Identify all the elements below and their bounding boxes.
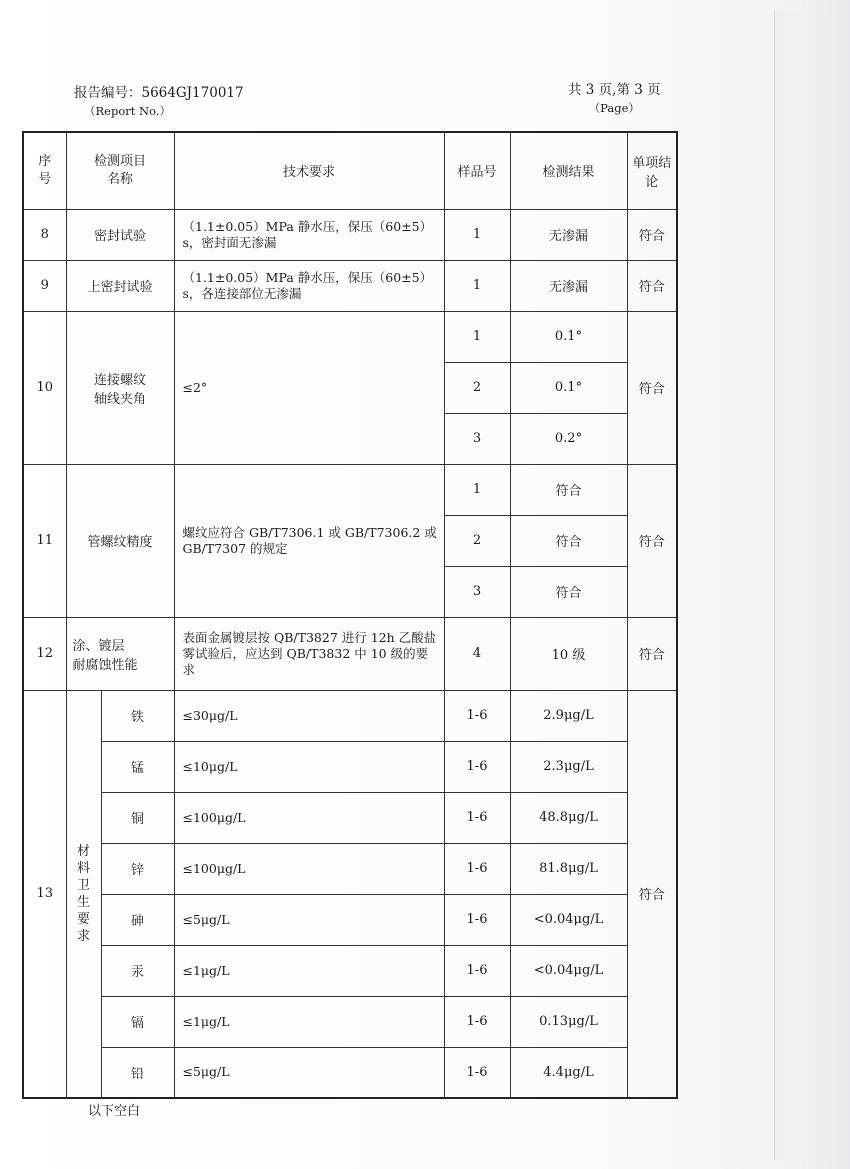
row-item-line: 连接螺纹: [93, 372, 146, 388]
report-number-block: [74, 81, 244, 119]
table-row: [23, 690, 677, 741]
row-result: 无渗漏: [510, 260, 627, 311]
row-conclusion: 符合: [627, 260, 677, 311]
row-requirement: 表面金属镀层按 QB/T3827 进行 12h 乙酸盐雾试验后，应达到 QB/T3832 中 10 级的要求: [174, 617, 444, 690]
row-sample: 1: [444, 311, 510, 362]
row-result: 10 级: [510, 617, 627, 690]
row-conclusion: 符合: [627, 311, 677, 464]
row-sample: 4: [444, 617, 510, 690]
row-requirement: ≤10μg/L: [174, 741, 444, 792]
row-requirement: ≤1μg/L: [174, 996, 444, 1047]
row-result: 0.1°: [510, 362, 627, 413]
page-number-block: [568, 78, 661, 116]
table-row: [23, 617, 677, 690]
row-requirement: ≤5μg/L: [174, 894, 444, 945]
row-item: 密封试验: [66, 209, 174, 260]
header-item-text: 检测项目名称: [93, 153, 146, 187]
table-row: [23, 843, 677, 894]
row-item: 管螺纹精度: [66, 464, 174, 617]
element-name: 锌: [101, 843, 174, 894]
row-result: 48.8μg/L: [510, 792, 627, 843]
row-sample: 1-6: [444, 843, 510, 894]
element-name: 砷: [101, 894, 174, 945]
report-number-en: （Report No.）: [84, 104, 171, 118]
test-results-table: [22, 131, 678, 1099]
row-requirement: ≤100μg/L: [174, 792, 444, 843]
row-seq: 12: [23, 617, 66, 690]
row-item-line: 涂、镀层: [72, 638, 125, 654]
row-requirement: ≤30μg/L: [174, 690, 444, 741]
row-result: 0.1°: [510, 311, 627, 362]
header-requirement: 技术要求: [174, 132, 444, 209]
table-row: [23, 209, 677, 260]
table-header-row: [23, 132, 677, 209]
row-result: 符合: [510, 515, 627, 566]
row-result: 2.9μg/L: [510, 690, 627, 741]
row-requirement: 螺纹应符合 GB/T7306.1 或 GB/T7306.2 或 GB/T7307 的规定: [174, 464, 444, 617]
group-char: 求: [76, 928, 90, 944]
header-conclusion: [627, 132, 677, 209]
row-result: 0.13μg/L: [510, 996, 627, 1047]
row-result: 4.4μg/L: [510, 1047, 627, 1098]
row-result: 81.8μg/L: [510, 843, 627, 894]
row-result: 0.2°: [510, 413, 627, 464]
row-seq: 10: [23, 311, 66, 464]
row-result: 符合: [510, 566, 627, 617]
table-row: [23, 945, 677, 996]
end-of-report-note: 以下空白: [88, 1104, 141, 1119]
row-sample: 1-6: [444, 792, 510, 843]
element-name: 汞: [101, 945, 174, 996]
row-sample: 3: [444, 413, 510, 464]
group-char: 生: [76, 894, 90, 910]
page-number: 共 3 页,第 3 页: [568, 82, 661, 98]
row-requirement: ≤2°: [174, 311, 444, 464]
row-item-line: 耐腐蚀性能: [72, 657, 138, 673]
row-sample: 1-6: [444, 894, 510, 945]
row-conclusion: 符合: [627, 690, 677, 1098]
row-seq: 9: [23, 260, 66, 311]
table-row: [23, 464, 677, 515]
row-sample: 1: [444, 260, 510, 311]
table-row: [23, 1047, 677, 1098]
group-char: 要: [76, 911, 90, 927]
row-sample: 1-6: [444, 996, 510, 1047]
row-requirement: ≤5μg/L: [174, 1047, 444, 1098]
element-name: 镉: [101, 996, 174, 1047]
element-name: 锰: [101, 741, 174, 792]
table-row: [23, 311, 677, 362]
row-item: [66, 311, 174, 464]
row-sample: 2: [444, 515, 510, 566]
row-sample: 1-6: [444, 690, 510, 741]
row-sample: 1-6: [444, 1047, 510, 1098]
element-name: 铜: [101, 792, 174, 843]
row-result: <0.04μg/L: [510, 894, 627, 945]
header-conclusion-text: 单项结论: [632, 155, 672, 190]
row-sample: 2: [444, 362, 510, 413]
table-row: [23, 260, 677, 311]
row-requirement: ≤1μg/L: [174, 945, 444, 996]
table-row: [23, 792, 677, 843]
row-sample: 1-6: [444, 741, 510, 792]
row-seq: 13: [23, 690, 66, 1098]
row-requirement: （1.1±0.05）MPa 静水压，保压（60±5）s，各连接部位无渗漏: [174, 260, 444, 311]
table-row: [23, 894, 677, 945]
row-item: [66, 617, 174, 690]
row-conclusion: 符合: [627, 209, 677, 260]
element-name: 铅: [101, 1047, 174, 1098]
table-row: [23, 741, 677, 792]
group-char: 卫: [76, 877, 90, 893]
row-conclusion: 符合: [627, 617, 677, 690]
header-seq-text: 序号: [38, 153, 52, 187]
table-row: [23, 996, 677, 1047]
row-sample: 1-6: [444, 945, 510, 996]
row-group-label: [66, 690, 101, 1098]
row-sample: 1: [444, 464, 510, 515]
row-item: 上密封试验: [66, 260, 174, 311]
row-seq: 11: [23, 464, 66, 617]
group-char: 材: [76, 843, 90, 859]
row-result: 符合: [510, 464, 627, 515]
header-seq: [23, 132, 66, 209]
row-sample: 1: [444, 209, 510, 260]
group-char: 料: [76, 860, 90, 876]
page-number-en: （Page）: [588, 101, 640, 115]
row-result: <0.04μg/L: [510, 945, 627, 996]
header-sample: 样品号: [444, 132, 510, 209]
row-requirement: （1.1±0.05）MPa 静水压，保压（60±5）s，密封面无渗漏: [174, 209, 444, 260]
scan-paper-edge: [774, 10, 835, 1160]
element-name: 铁: [101, 690, 174, 741]
header-item: [66, 132, 174, 209]
row-conclusion: 符合: [627, 464, 677, 617]
row-requirement: ≤100μg/L: [174, 843, 444, 894]
row-result: 2.3μg/L: [510, 741, 627, 792]
row-seq: 8: [23, 209, 66, 260]
row-sample: 3: [444, 566, 510, 617]
report-number: 报告编号：5664GJ170017: [74, 85, 244, 101]
header-result: 检测结果: [510, 132, 627, 209]
row-item-line: 轴线夹角: [93, 391, 146, 407]
row-result: 无渗漏: [510, 209, 627, 260]
